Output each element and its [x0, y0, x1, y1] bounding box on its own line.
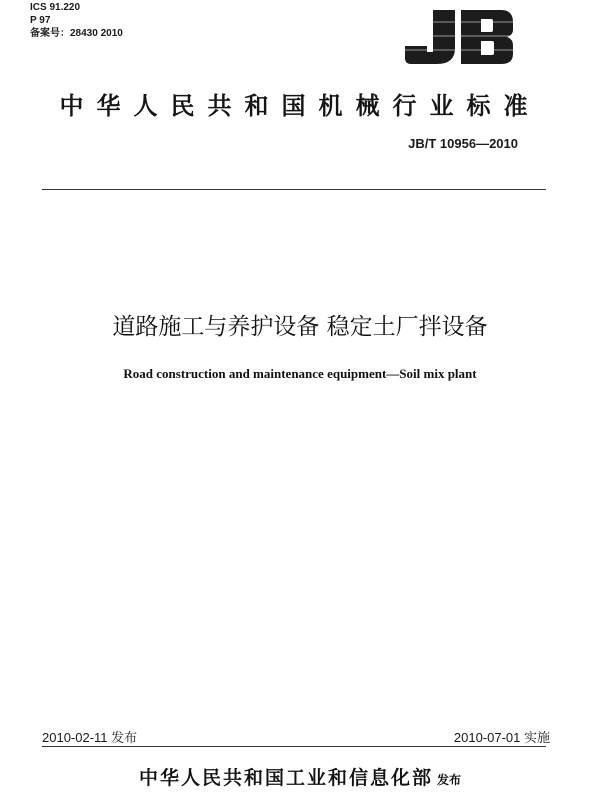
document-title-english: Road construction and maintenance equipment—Soil mix plant: [123, 366, 477, 381]
bottom-divider: [42, 746, 546, 747]
industry-standard-title: 中华人民共和国机械行业标准: [59, 92, 541, 120]
issuer-line: [0, 763, 600, 790]
implementation-date: 2010-07-01 实施: [453, 730, 550, 745]
standard-number: JB/T 10956—2010: [408, 136, 518, 151]
issue-date: 2010-02-11 发布: [42, 730, 138, 745]
filing-number: 备案号：28430 2010: [30, 28, 123, 39]
issuer-suffix: 发布: [437, 773, 462, 787]
ics-code: ICS 91.220: [30, 2, 81, 13]
classification-code: P 97: [30, 15, 51, 26]
issuer-name: 中华人民共和国工业和信息化部: [138, 767, 433, 789]
document-title-chinese: 道路施工与养护设备 稳定土厂拌设备: [112, 314, 488, 340]
top-divider: [42, 189, 546, 190]
jb-logo: [403, 8, 515, 66]
